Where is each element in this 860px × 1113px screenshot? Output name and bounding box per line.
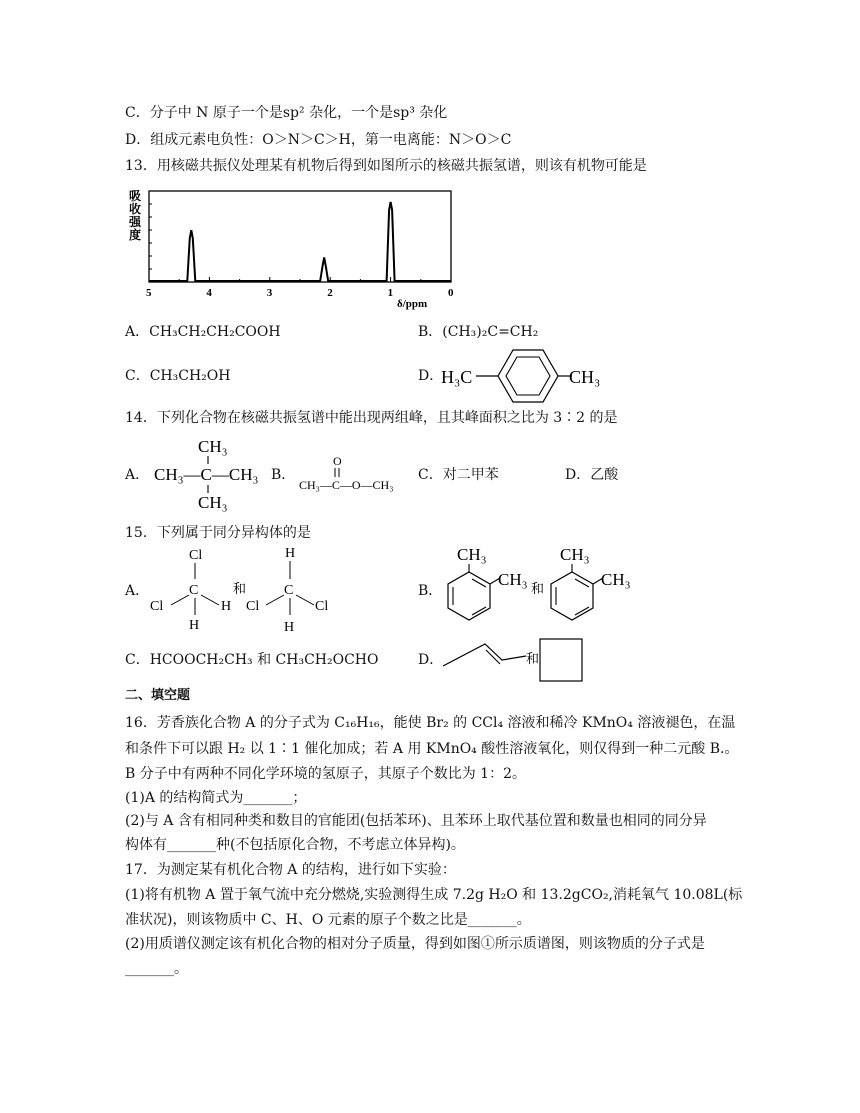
x-tick-label: 1 — [387, 287, 394, 299]
y-label-char: 收 — [129, 202, 142, 216]
methyl-acetate-chain: CH₃—C—O—CH₃ — [299, 478, 394, 492]
mol2-left: Cl — [246, 599, 260, 614]
mol1-center: C — [189, 583, 199, 598]
q13-option-d-prefix: D． — [418, 368, 444, 384]
butene-cyclobutane-pair — [440, 636, 590, 684]
q14-option-d: D．乙酸 — [565, 467, 619, 483]
q12-option-c: C．分子中 N 原子一个是sp² 杂化，一个是sp³ 杂化 — [125, 105, 448, 121]
m-xylene-methyl-side: CH₃ — [601, 570, 631, 589]
q13-option-c: C．CH₃CH₂OH — [125, 368, 231, 384]
q17-sub2b: _______。 — [125, 961, 188, 977]
neopentane-main-chain: CH₃—C—CH₃ — [154, 465, 259, 484]
q15-b-prefix: B． — [418, 583, 443, 599]
xylene-isomer-pair — [435, 538, 650, 634]
x-tick-label: 5 — [146, 287, 152, 299]
q16-sub1: (1)A 的结构简式为_______； — [125, 790, 307, 806]
mol1-right: H — [221, 599, 232, 614]
x-tick-label: 3 — [266, 287, 273, 299]
q14-a-prefix: A． — [125, 467, 150, 483]
x-tick-label: 2 — [327, 287, 333, 299]
mol2-top: H — [285, 546, 296, 561]
q13-option-b: B．(CH₃)₂C=CH₂ — [418, 324, 539, 340]
o-xylene-methyl-top: CH₃ — [457, 545, 487, 564]
q15-d-prefix: D． — [418, 652, 444, 668]
q13-stem: 13．用核磁共振仪处理某有机物后得到如图所示的核磁共振氢谱，则该有机物可能是 — [125, 158, 647, 174]
q14-stem: 14．下列化合物在核磁共振氢谱中能出现两组峰，且其峰面积之比为 3∶2 的是 — [125, 410, 618, 426]
q13-option-a: A．CH₃CH₂CH₂COOH — [125, 324, 281, 340]
section-title: 二、填空题 — [125, 688, 191, 703]
neopentane-structure — [150, 436, 265, 512]
x-tick-label: 0 — [448, 287, 454, 299]
q17-sub1a: (1)将有机物 A 置于氧气流中充分燃烧,实验测得生成 7.2g H₂O 和 13.2gCO₂,消耗氧气 10.08L(标 — [125, 887, 743, 903]
p-xylene-structure — [438, 345, 618, 407]
q16-line1: 16．芳香族化合物 A 的分子式为 C₁₆H₁₆，能使 Br₂ 的 CCl₄ 溶液和稀冷 KMnO₄ 溶液褪色，在温 — [125, 715, 736, 731]
q16-sub2b: 构体有_______种(不包括原化合物，不考虑立体异构)。 — [125, 837, 465, 853]
and-text: 和 — [531, 581, 545, 596]
ch3-top: CH₃ — [198, 437, 228, 456]
o-xylene-methyl-side: CH₃ — [498, 570, 528, 589]
q17-sub1b: 准状况)，则该物质中 C、H、O 元素的原子个数之比是_______。 — [125, 912, 531, 928]
methyl-acetate-structure — [296, 452, 406, 494]
q15-option-c: C．HCOOCH₂CH₃ 和 CH₃CH₂OCHO — [125, 652, 379, 668]
and-text: 和 — [233, 581, 247, 596]
x-axis-label: δ/ppm — [397, 298, 428, 310]
mol1-bottom: H — [189, 618, 200, 633]
q16-line3: B 分子中有两种不同化学环境的氢原子，其原子个数比为 1：2。 — [125, 766, 527, 782]
q16-line2: 和条件下可以跟 H₂ 以 1∶1 催化加成；若 A 用 KMnO₄ 酸性溶液氧化，则仅得到一种二元酸 B.。 — [125, 741, 739, 757]
q15-a-prefix: A． — [125, 583, 150, 599]
ch3-bottom: CH₃ — [198, 493, 228, 512]
q12-option-d: D．组成元素电负性：O＞N＞C＞H，第一电离能：N＞O＞C — [125, 132, 512, 148]
q15-stem: 15．下列属于同分异构体的是 — [125, 525, 311, 541]
nmr-spectrum-chart — [125, 185, 455, 310]
q14-b-prefix: B． — [271, 467, 296, 483]
dichloromethane-pair — [143, 543, 358, 635]
spectrum-line — [149, 202, 451, 281]
q17-sub2a: (2)用质谱仪测定该有机化合物的相对分子质量，得到如图①所示质谱图，则该物质的分子式是 — [125, 936, 705, 952]
mol2-bottom: H — [284, 620, 295, 635]
y-label-char: 度 — [129, 228, 142, 242]
mol1-top: Cl — [189, 548, 203, 563]
methyl-left: H₃C — [441, 367, 473, 387]
mol1-left: Cl — [150, 599, 164, 614]
methyl-right: CH₃ — [569, 367, 601, 387]
x-tick-label: 4 — [206, 287, 212, 299]
q16-sub2a: (2)与 A 含有相同种类和数目的官能团(包括苯环)、且苯环上取代基位置和数量也相同的同分异 — [125, 813, 707, 829]
carbonyl-o: O — [333, 454, 342, 468]
and-text: 和 — [526, 651, 540, 666]
y-label-char: 吸 — [129, 189, 142, 203]
m-xylene-methyl-top: CH₃ — [560, 545, 590, 564]
q17-stem: 17．为测定某有机化合物 A 的结构，进行如下实验： — [125, 862, 456, 878]
q14-option-c: C．对二甲苯 — [418, 467, 499, 483]
mol2-right: Cl — [315, 599, 329, 614]
mol2-center: C — [284, 583, 294, 598]
y-label-char: 强 — [129, 215, 142, 229]
